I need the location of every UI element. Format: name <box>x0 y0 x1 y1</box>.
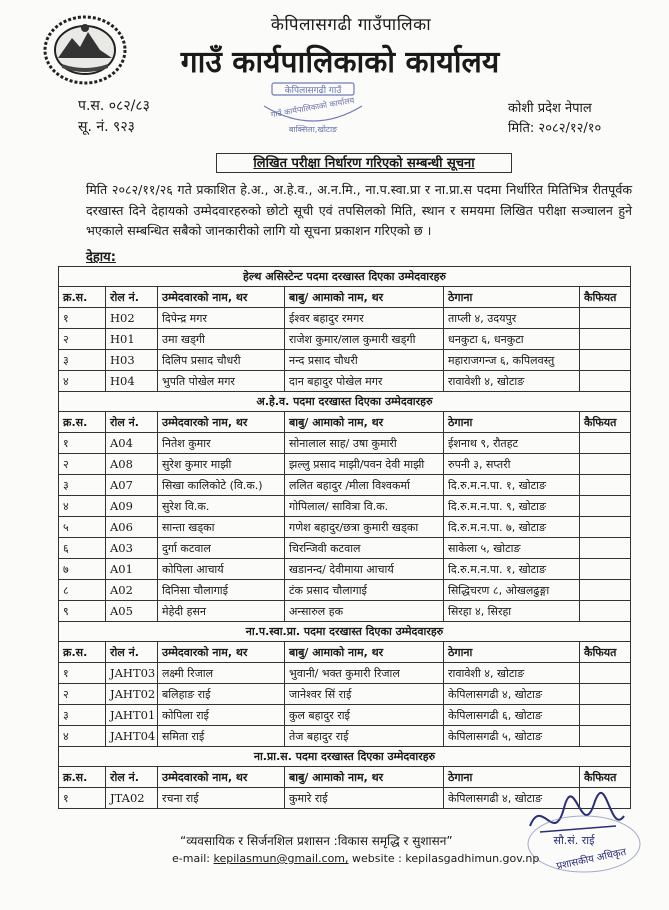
parents-name-cell: चिरन्जिवी कटवाल <box>285 538 444 559</box>
candidate-name-cell: समिता राई <box>158 726 285 747</box>
section-title: अ.हे.व. पदमा दरखास्त दिएका उम्मेदवारहरु <box>59 392 631 412</box>
address-cell: दि.रु.म.न.पा. १, खोटाङ <box>444 559 580 580</box>
column-header-name: उम्मेदवारको नाम, थर <box>158 642 285 663</box>
remarks-cell <box>580 517 631 538</box>
svg-text:गाउँ कार्यपालिकाको कार्यालय: गाउँ कार्यपालिकाको कार्यालय <box>270 95 355 120</box>
candidate-name-cell: कोपिला राई <box>158 705 285 726</box>
address-cell: सिद्धिचरण ८, ओखलढुङ्गा <box>444 580 580 601</box>
fiscal-year: प.स. ०८२/८३ <box>78 98 150 114</box>
table-row <box>59 726 631 747</box>
remarks-cell <box>580 454 631 475</box>
column-header-roll: रोल नं. <box>106 642 158 663</box>
address-cell: दि.रु.म.न.पा. १, खोटाङ <box>444 475 580 496</box>
address-cell: केपिलासगढी ५, खोटाङ <box>444 726 580 747</box>
parents-name-cell: खडानन्द/ देवीमाया आचार्य <box>285 559 444 580</box>
parents-name-cell: गोपिलाल/ सावित्रा वि.क. <box>285 496 444 517</box>
remarks-cell <box>580 475 631 496</box>
column-header-sn: क्र.स. <box>59 767 106 788</box>
candidate-name-cell: सुरेश कुमार माझी <box>158 454 285 475</box>
column-header-roll: रोल नं. <box>106 412 158 433</box>
parents-name-cell: झल्लु प्रसाद माझी/पवन देवी माझी <box>285 454 444 475</box>
remarks-cell <box>580 433 631 454</box>
serial-number-cell: ४ <box>59 726 106 747</box>
roll-number-cell: JAHT01 <box>106 705 158 726</box>
candidate-name-cell: दिनिसा चौलागाई <box>158 580 285 601</box>
letter-date: मिति: २०८२/१२/१० <box>508 121 602 136</box>
roll-number-cell: H03 <box>106 350 158 371</box>
table-row <box>59 601 631 622</box>
candidate-name-cell: कोपिला आचार्य <box>158 559 285 580</box>
remarks-cell <box>580 538 631 559</box>
parents-name-cell: ईश्वर बहादुर रमगर <box>285 308 444 329</box>
roll-number-cell: A01 <box>106 559 158 580</box>
svg-text:प्रशासकीय अधिकृत: प्रशासकीय अधिकृत <box>555 846 628 873</box>
column-header-remarks: कैफियत <box>580 767 631 788</box>
candidate-name-cell: सुरेश वि.क. <box>158 496 285 517</box>
table-row <box>59 371 631 392</box>
roll-number-cell: H04 <box>106 371 158 392</box>
serial-number-cell: २ <box>59 454 106 475</box>
section-title-row <box>59 747 631 767</box>
column-header-remarks: कैफियत <box>580 642 631 663</box>
candidate-name-cell: लक्ष्मी रिजाल <box>158 663 285 684</box>
table-row <box>59 433 631 454</box>
roll-number-cell: H02 <box>106 308 158 329</box>
notice-intro: मिति २०८२/११/२६ गते प्रकाशित हे.अ., अ.हे.व., अ.न.मि., ना.प.स्वा.प्रा र ना.प्रा.स पदमा निर्धारित मितिभित्र रीतपूर्वक दरखास्त दिने देहायको उम्मेदवारहरुको छोटो सूची एवं तपसिलको मिति, स्थान र समयमा लिखित परीक्षा सञ्चालन हुने भएकाले सम्बन्धित सबैको जानकारीको लागि यो सूचना प्रकाशन गरिएको छ । <box>86 182 632 238</box>
municipality-name: केपिलासगढी गाउँपालिका <box>270 15 432 35</box>
candidate-name-cell: रचना राई <box>158 788 285 809</box>
section-title-row <box>59 622 631 642</box>
roll-number-cell: A07 <box>106 475 158 496</box>
column-header-sn: क्र.स. <box>59 412 106 433</box>
svg-text:बाक्सिला,खोटाङ: बाक्सिला,खोटाङ <box>288 125 338 134</box>
address-cell: दि.रु.म.न.पा. ७, खोटाङ <box>444 517 580 538</box>
remarks-cell <box>580 329 631 350</box>
table-row <box>59 559 631 580</box>
roll-number-cell: A02 <box>106 580 158 601</box>
office-stamp <box>258 80 368 136</box>
candidate-name-cell: सान्ता खड्का <box>158 517 285 538</box>
address-cell: दि.रु.म.न.पा. ९, खोटाङ <box>444 496 580 517</box>
serial-number-cell: १ <box>59 663 106 684</box>
candidate-name-cell: नितेश कुमार <box>158 433 285 454</box>
column-header-row <box>59 412 631 433</box>
table-row <box>59 496 631 517</box>
column-header-row <box>59 287 631 308</box>
candidate-name-cell: सिखा कालिकोटे (वि.क.) <box>158 475 285 496</box>
remarks-cell <box>580 371 631 392</box>
parents-name-cell: भुवानी/ भक्त कुमारी रिजाल <box>285 663 444 684</box>
notice-title: लिखित परीक्षा निर्धारण गरिएको सम्बन्धी सूचना <box>216 153 512 173</box>
website-label: website : <box>352 852 402 865</box>
serial-number-cell: २ <box>59 684 106 705</box>
serial-number-cell: १ <box>59 433 106 454</box>
column-header-parents: बाबु/ आमाको नाम, थर <box>285 287 444 308</box>
remarks-cell <box>580 559 631 580</box>
parents-name-cell: कुमारे राई <box>285 788 444 809</box>
roll-number-cell: A06 <box>106 517 158 538</box>
table-row <box>59 663 631 684</box>
roll-number-cell: A04 <box>106 433 158 454</box>
column-header-address: ठेगाना <box>444 767 580 788</box>
address-cell: केपिलासगढी ४, खोटाङ <box>444 684 580 705</box>
remarks-cell <box>580 308 631 329</box>
roll-number-cell: JAHT04 <box>106 726 158 747</box>
column-header-row <box>59 642 631 663</box>
email-label: e-mail: <box>172 852 211 865</box>
roll-number-cell: A08 <box>106 454 158 475</box>
column-header-remarks: कैफियत <box>580 412 631 433</box>
table-row <box>59 684 631 705</box>
section-title: ना.प.स्वा.प्रा. पदमा दरखास्त दिएका उम्मेदवारहरु <box>59 622 631 642</box>
serial-number-cell: १ <box>59 308 106 329</box>
parents-name-cell: जानेश्वर सिं राई <box>285 684 444 705</box>
table-row <box>59 308 631 329</box>
serial-number-cell: ५ <box>59 517 106 538</box>
column-header-parents: बाबु/ आमाको नाम, थर <box>285 642 444 663</box>
column-header-name: उम्मेदवारको नाम, थर <box>158 767 285 788</box>
parents-name-cell: कुल बहादुर राई <box>285 705 444 726</box>
roll-number-cell: JAHT03 <box>106 663 158 684</box>
table-row <box>59 475 631 496</box>
parents-name-cell: गणेश बहादुर/छत्रा कुमारी खड्का <box>285 517 444 538</box>
parents-name-cell: अन्सारुल हक <box>285 601 444 622</box>
column-header-sn: क्र.स. <box>59 642 106 663</box>
table-row <box>59 580 631 601</box>
address-cell: रावावेशी ४, खोटाङ <box>444 371 580 392</box>
column-header-address: ठेगाना <box>444 642 580 663</box>
column-header-parents: बाबु/ आमाको नाम, थर <box>285 767 444 788</box>
remarks-cell <box>580 601 631 622</box>
address-cell: ताप्ली ४, उदयपुर <box>444 308 580 329</box>
address-cell: महाराजगन्ज ६, कपिलवस्तु <box>444 350 580 371</box>
column-header-sn: क्र.स. <box>59 287 106 308</box>
table-row <box>59 705 631 726</box>
parents-name-cell: दान बहादुर पोखेल मगर <box>285 371 444 392</box>
remarks-cell <box>580 580 631 601</box>
column-header-remarks: कैफियत <box>580 287 631 308</box>
section-title-row <box>59 267 631 287</box>
svg-text:केपिलासगढी गाउँ: केपिलासगढी गाउँ <box>284 86 342 96</box>
nepal-emblem-icon <box>42 14 128 86</box>
column-header-name: उम्मेदवारको नाम, थर <box>158 412 285 433</box>
website-link[interactable]: kepilasgadhimun.gov.np <box>405 852 540 865</box>
candidate-table <box>58 266 631 809</box>
section-title: ना.प्रा.स. पदमा दरखास्त दिएका उम्मेदवारहरु <box>59 747 631 767</box>
table-row <box>59 454 631 475</box>
section-title-row <box>59 392 631 412</box>
roll-number-cell: A03 <box>106 538 158 559</box>
candidate-name-cell: उमा खड्गी <box>158 329 285 350</box>
svg-text:सौ.सं. राई: सौ.सं. राई <box>553 834 595 847</box>
serial-number-cell: ४ <box>59 371 106 392</box>
serial-number-cell: ७ <box>59 559 106 580</box>
serial-number-cell: ८ <box>59 580 106 601</box>
address-cell: ईशनाथ ९, रौतहट <box>444 433 580 454</box>
candidate-name-cell: मेहेदी हसन <box>158 601 285 622</box>
serial-number-cell: ४ <box>59 496 106 517</box>
parents-name-cell: सोनालाल साह/ उषा कुमारी <box>285 433 444 454</box>
table-row <box>59 329 631 350</box>
roll-number-cell: JTA02 <box>106 788 158 809</box>
table-row <box>59 350 631 371</box>
serial-number-cell: २ <box>59 329 106 350</box>
column-header-name: उम्मेदवारको नाम, थर <box>158 287 285 308</box>
candidate-name-cell: दिलिप प्रसाद चौधरी <box>158 350 285 371</box>
address-cell: केपिलासगढी ४, खोटाङ <box>444 788 580 809</box>
serial-number-cell: ६ <box>59 538 106 559</box>
remarks-cell <box>580 726 631 747</box>
address-cell: रुपनी ३, सप्तरी <box>444 454 580 475</box>
roll-number-cell: A05 <box>106 601 158 622</box>
candidate-name-cell: भुपति पोखेल मगर <box>158 371 285 392</box>
column-header-address: ठेगाना <box>444 412 580 433</box>
serial-number-cell: ३ <box>59 705 106 726</box>
roll-number-cell: A09 <box>106 496 158 517</box>
parents-name-cell: ललित बहादुर /मीला विश्वकर्मा <box>285 475 444 496</box>
footer-contact <box>172 852 632 865</box>
candidate-name-cell: दिपेन्द्र मगर <box>158 308 285 329</box>
province-label: कोशी प्रदेश नेपाल <box>508 101 592 116</box>
address-cell: रावावेशी ४, खोटाङ <box>444 663 580 684</box>
serial-number-cell: ३ <box>59 350 106 371</box>
letter-number: सू. नं. ९२३ <box>78 119 135 135</box>
section-title: हेल्थ असिस्टेन्ट पदमा दरखास्त दिएका उम्मेदवारहरु <box>59 267 631 287</box>
remarks-cell <box>580 663 631 684</box>
column-header-row <box>59 767 631 788</box>
address-cell: सिरहा ४, सिरहा <box>444 601 580 622</box>
list-heading: देहाय: <box>86 250 116 265</box>
address-cell: केपिलासगढी ६, खोटाङ <box>444 705 580 726</box>
parents-name-cell: राजेश कुमार/लाल कुमारी खड्गी <box>285 329 444 350</box>
remarks-cell <box>580 684 631 705</box>
email-link[interactable]: kepilasmun@gmail.com, <box>213 852 349 865</box>
serial-number-cell: ९ <box>59 601 106 622</box>
column-header-parents: बाबु/ आमाको नाम, थर <box>285 412 444 433</box>
parents-name-cell: नन्द प्रसाद चौधरी <box>285 350 444 371</box>
table-row <box>59 517 631 538</box>
parents-name-cell: तेज बहादुर राई <box>285 726 444 747</box>
remarks-cell <box>580 350 631 371</box>
column-header-roll: रोल नं. <box>106 287 158 308</box>
serial-number-cell: १ <box>59 788 106 809</box>
candidate-name-cell: दुर्गा कटवाल <box>158 538 285 559</box>
roll-number-cell: JAHT02 <box>106 684 158 705</box>
candidate-name-cell: बलिहाङ राई <box>158 684 285 705</box>
column-header-address: ठेगाना <box>444 287 580 308</box>
serial-number-cell: ३ <box>59 475 106 496</box>
address-cell: साकेला ५, खोटाङ <box>444 538 580 559</box>
table-row <box>59 538 631 559</box>
office-name: गाउँ कार्यपालिकाको कार्यालय <box>180 45 500 80</box>
footer-motto: “व्यवसायिक र सिर्जनशिल प्रशासन :विकास समृद्धि र सुशासन” <box>180 834 453 848</box>
remarks-cell <box>580 705 631 726</box>
column-header-roll: रोल नं. <box>106 767 158 788</box>
remarks-cell <box>580 496 631 517</box>
roll-number-cell: H01 <box>106 329 158 350</box>
address-cell: धनकुटा ६, धनकुटा <box>444 329 580 350</box>
parents-name-cell: टंक प्रसाद चौलागाई <box>285 580 444 601</box>
